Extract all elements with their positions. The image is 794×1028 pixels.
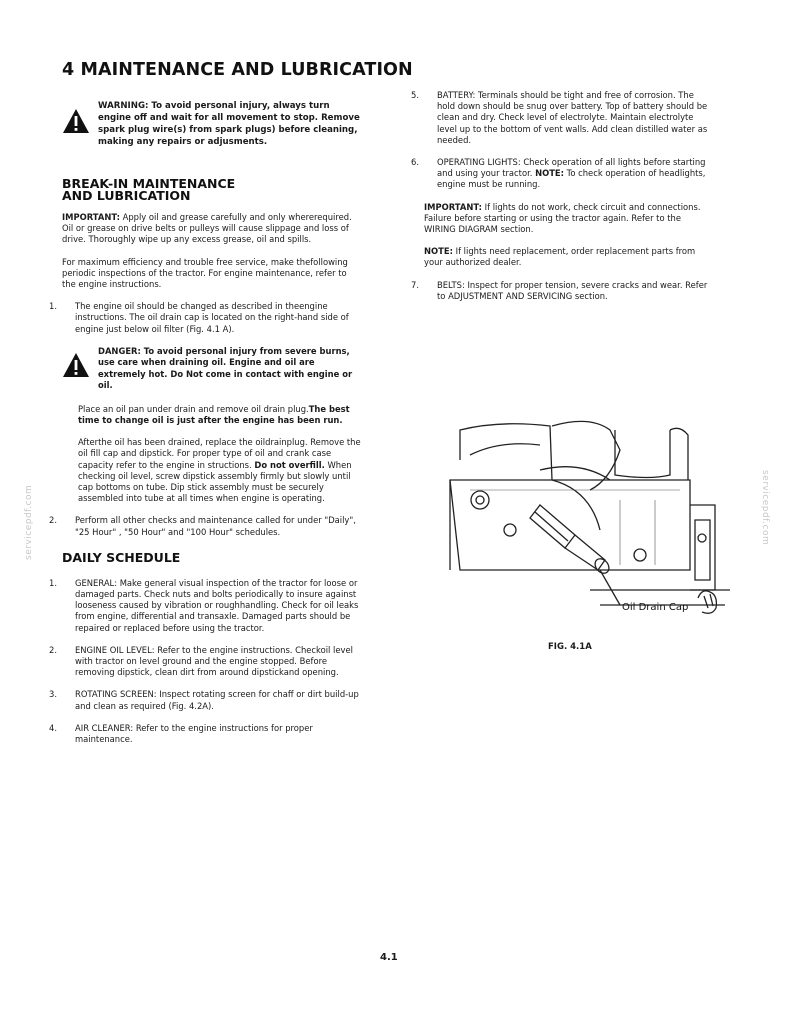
daily-item-4 [49, 722, 362, 745]
warning-text: WARNING: To avoid personal injury, always turn engine off and wait for all movement to stop. Remove spark plug wire(s) from spark plugs) before cleaning, making any repairs or adjusments. [98, 101, 360, 147]
note-label: NOTE: [535, 168, 564, 179]
breakin-heading-line1: BREAK-IN MAINTENANCE [62, 176, 236, 191]
warning-triangle-icon [62, 108, 90, 134]
danger-block [62, 346, 362, 392]
item-number: 2. [49, 515, 57, 526]
item-number: 4. [49, 722, 57, 733]
page-title: 4 MAINTENANCE AND LUBRICATION [62, 60, 413, 80]
note-text: If lights need replacement, order replacement parts from your authorized dealer. [424, 246, 696, 268]
item-text: ROTATING SCREEN: Inspect rotating screen for chaff or dirt build-up and clean as required (Fig. 4.2A). [75, 689, 359, 711]
item-note-text: To check operation of headlights, engine must be running. [437, 168, 706, 190]
item-text: AIR CLEANER: Refer to the engine instructions for proper maintenance. [75, 722, 313, 745]
watermark-left: servicepdf.com [24, 484, 34, 560]
drain-text: Place an oil pan under drain and remove oil drain plug. [78, 403, 309, 414]
efficiency-paragraph: For maximum efficiency and trouble free service, make thefollowing periodic inspections of the tractor. For engine maintenance, refer to the engine instructions. [62, 256, 348, 290]
daily-item-7 [411, 279, 714, 302]
important-label: IMPORTANT: [62, 212, 120, 222]
dipstick-text: When checking oil level, screw dipstick assembly firmly but slowly until cap bottoms on tube. Dip stick assembly must be securely assembled into tube at all times when engine is operating. [78, 459, 352, 504]
daily-item-2 [49, 644, 362, 679]
item-number: 1. [49, 577, 57, 588]
note-label: NOTE: [424, 246, 453, 257]
lights-important-paragraph [424, 202, 714, 236]
drain-best-time: The best time to change oil is just after the engine has been run. [78, 403, 350, 426]
important-text: If lights do not work, check circuit and connections. Failure before starting or using the tractor again. Refer to the WIRING DIAGRAM section. [424, 201, 701, 235]
lights-note-paragraph [424, 246, 714, 268]
item-text: The engine oil should be changed as described in theengine instructions. The oil drain cap is located on the right-hand side of engine just below oil filter (Fig. 4.1 A). [75, 301, 349, 334]
daily-item-3 [49, 689, 362, 711]
item-text: Perform all other checks and maintenance called for under "Daily", "25 Hour" , "50 Hour" and "100 Hour" schedules. [75, 515, 356, 537]
breakin-heading-line2: AND LUBRICATION [62, 188, 191, 203]
item-text: BATTERY: Terminals should be tight and free of corrosion. The hold down should be snug over battery. Top of battery should be clean and dry. Check level of electrolyte. Maintain electrolyte level up to the bottom of vent walls. Add clean distilled water as needed. [437, 90, 708, 145]
breakin-important-paragraph [62, 212, 362, 246]
important-text: Apply oil and grease carefully and only whererequired. Oil or grease on drive belts or pulleys will cause slippage and loss of drive. Thoroughly wipe up any excess grease, oil and spills. [62, 212, 352, 245]
left-column [49, 60, 413, 756]
item-text: GENERAL: Make general visual inspection of the tractor for loose or damaged parts. Check nuts and bolts periodically to insure against looseness caused by vibration or roughhandling. Check for oil leaks from engine, differential and transaxle. Damaged parts should be repaired or replaced before using the tractor. [75, 577, 359, 633]
item-text: BELTS: Inspect for proper tension, severe cracks and wear. Refer to ADJUSTMENT AND SERVICING section. [437, 279, 708, 301]
item-number: 1. [49, 301, 57, 312]
warning-block [62, 100, 362, 148]
item-number: 7. [411, 279, 419, 290]
item-text: ENGINE OIL LEVEL: Refer to the engine instructions. Checkoil level with tractor on level ground and the engine stopped. Before removing dipstick, clean dirt from around dipstickand opening. [75, 644, 353, 678]
item-number: 3. [49, 689, 57, 700]
breakin-heading [62, 178, 362, 202]
breakin-item-1 [49, 301, 362, 335]
watermark-right: servicepdf.com [760, 470, 770, 546]
breakin-item-2 [49, 515, 362, 537]
oil-drain-cap-illustration [440, 420, 730, 620]
danger-text: DANGER: To avoid personal injury from severe burns, use care when draining oil. Engine and oil are extremely hot. Do Not come in contact with engine or oil. [98, 345, 353, 391]
item-number: 6. [411, 157, 419, 168]
page-number: 4.1 [380, 952, 398, 963]
do-not-overfill: Do not overfill. [254, 459, 325, 470]
daily-schedule-heading: DAILY SCHEDULE [62, 549, 181, 565]
refill-text: Afterthe oil has been drained, replace the oildrainplug. Remove the oil fill cap and dipstick. For proper type of oil and crank case capacity refer to the engine in structions. [78, 437, 361, 470]
important-label: IMPORTANT: [424, 201, 482, 212]
item-text: OPERATING LIGHTS: Check operation of all lights before starting and using your tractor. [437, 157, 706, 179]
item-number: 2. [49, 644, 57, 655]
oil-drain-cap-label: Oil Drain Cap [622, 602, 689, 613]
daily-item-5 [411, 90, 714, 146]
item-number: 5. [411, 90, 419, 100]
right-column [411, 90, 714, 313]
daily-item-1 [49, 577, 362, 634]
drain-paragraph [62, 404, 362, 426]
daily-item-6 [411, 157, 714, 191]
refill-paragraph [62, 437, 362, 504]
figure-caption: FIG. 4.1A [548, 642, 592, 652]
danger-triangle-icon [62, 352, 90, 378]
